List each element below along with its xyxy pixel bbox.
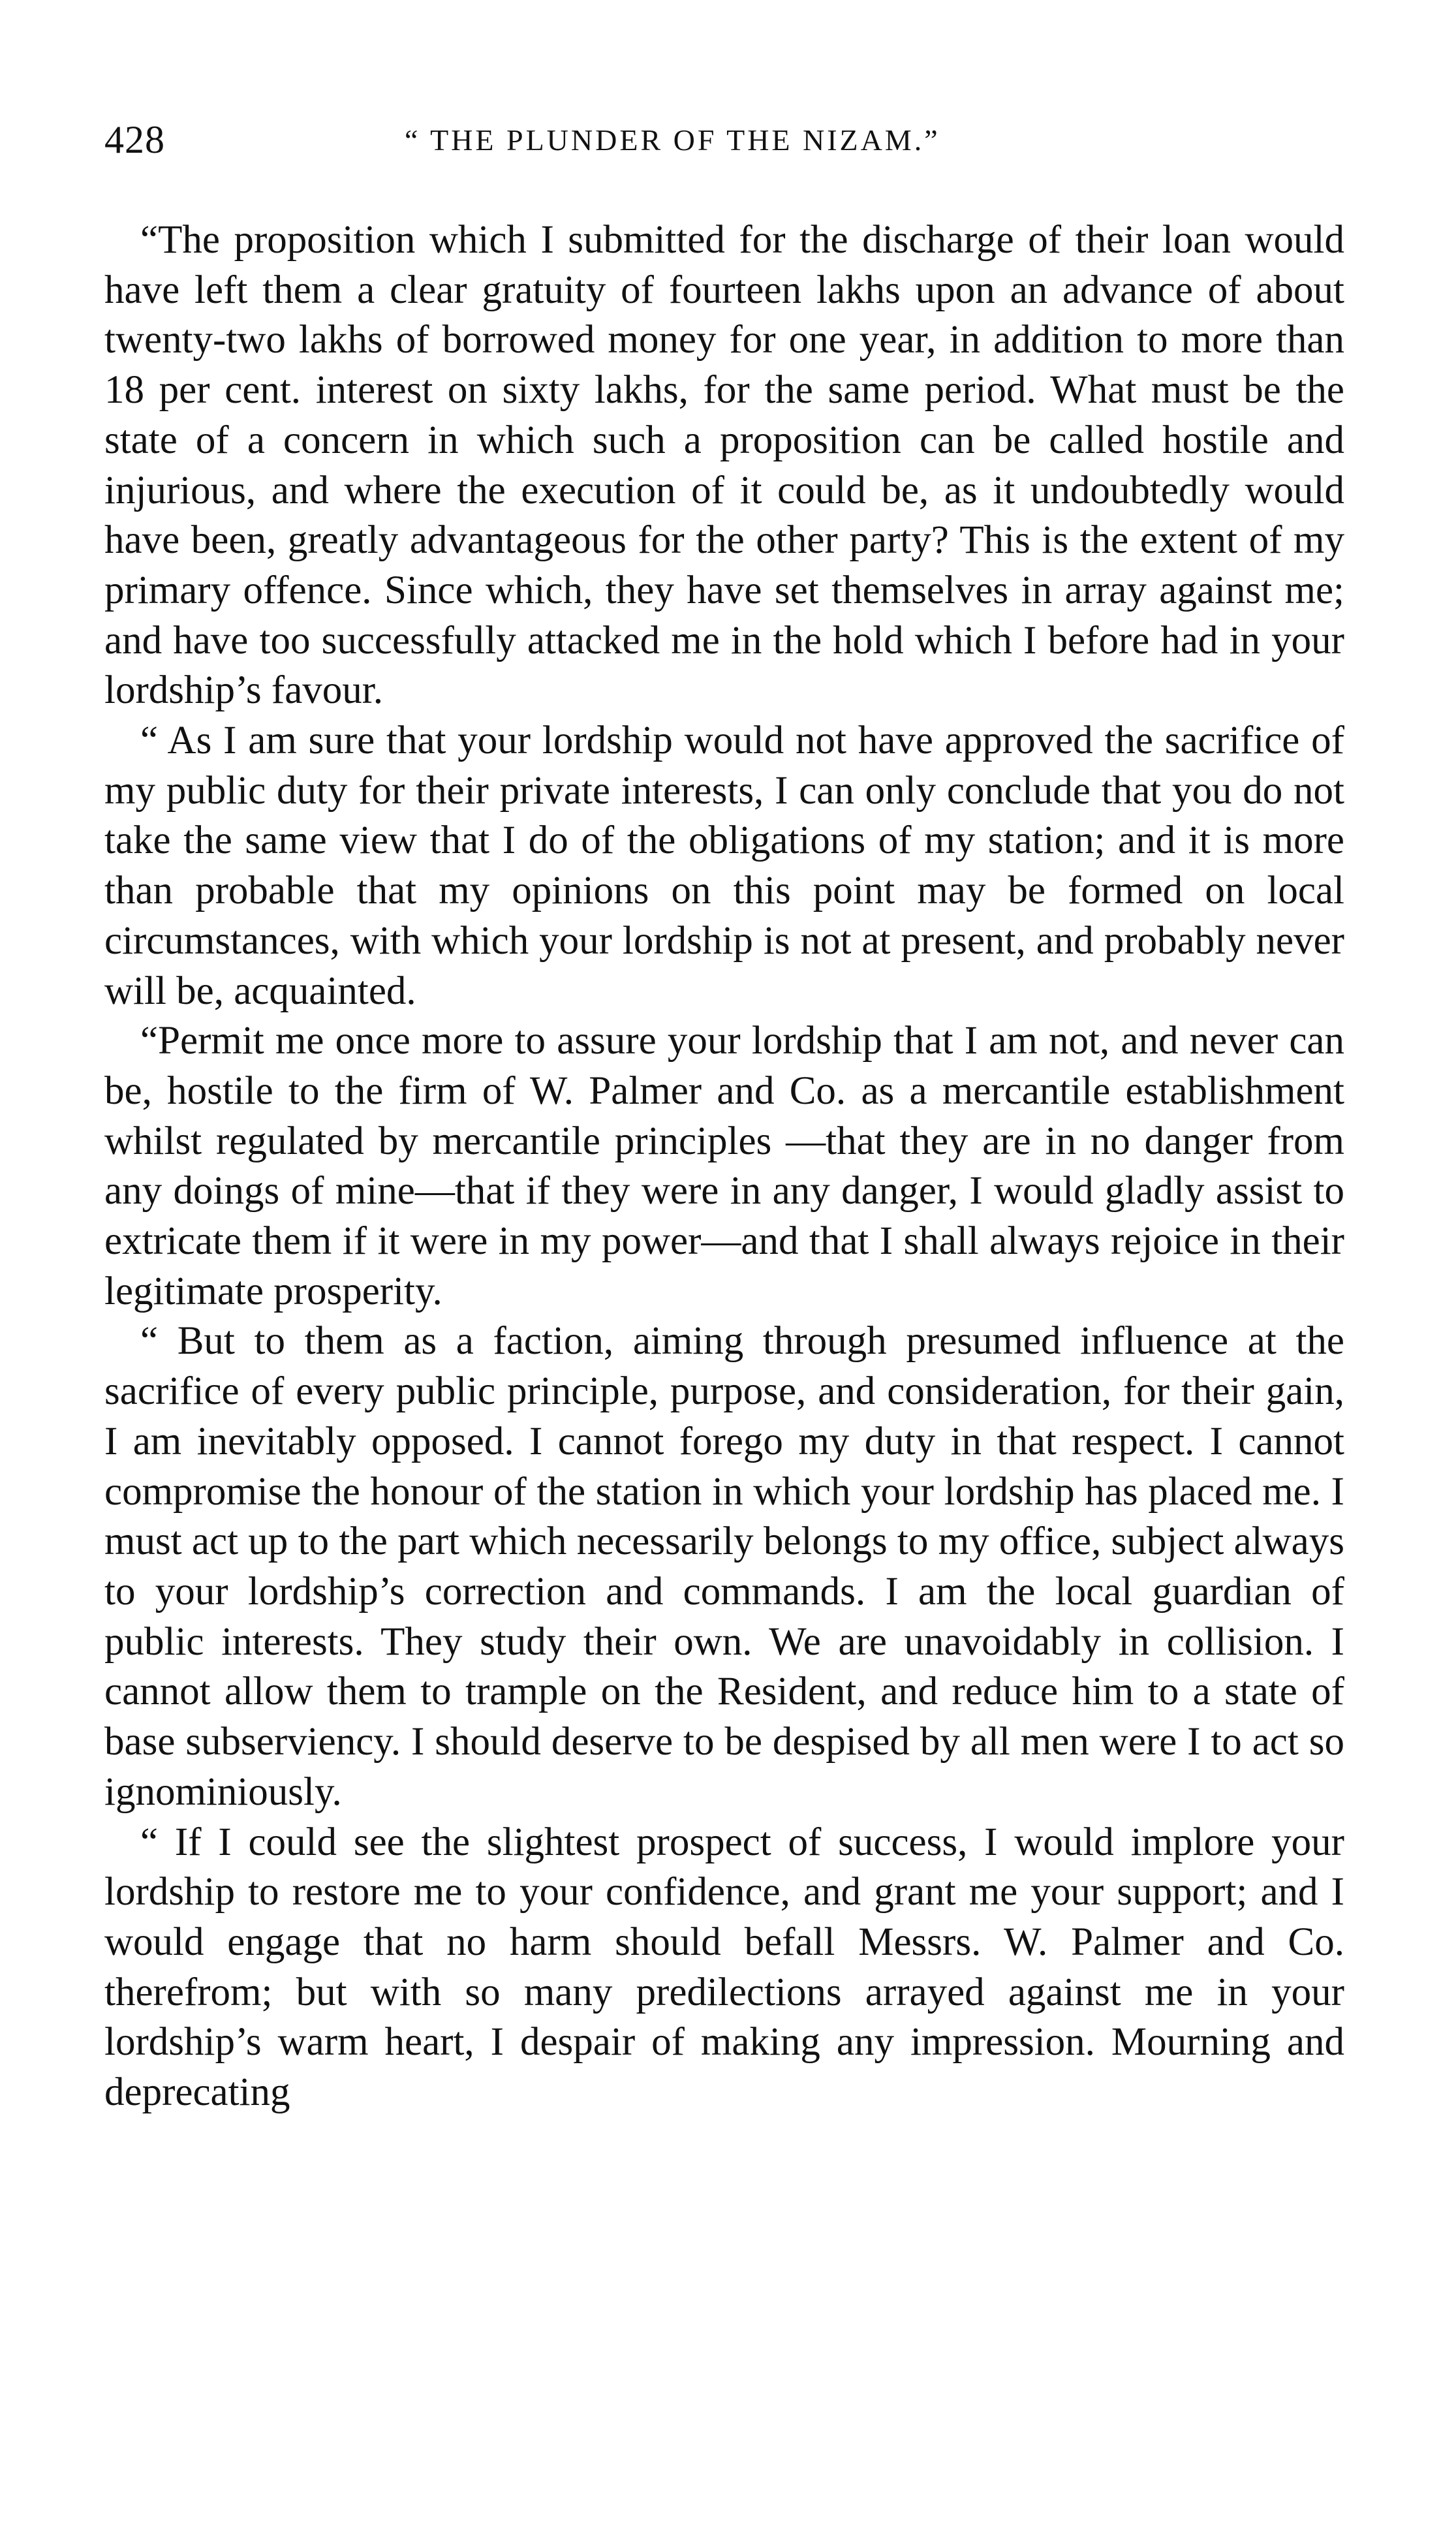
body-text	[104, 215, 1344, 2118]
running-head	[104, 117, 1344, 176]
page-number: 428	[104, 118, 165, 161]
paragraph-loan-proposition: “The proposition which I submitted for the discharge of their loan would have left them a clear gratuity of fourteen lakhs upon an advance of about twenty-two lakhs of borrowed money for one year, in addition to more than 18 per cent. interest on sixty lakhs, for the same period. What must be the state of a concern in which such a proposition can be called hostile and injurious, and where the execution of it could be, as it undoubtedly would have been, greatly advantageous for the other party? This is the extent of my primary offence. Since which, they have set themselves in array against me; and have too successfully attacked me in the hold which I before had in your lordship’s favour.	[104, 218, 1344, 713]
paragraph-prospect-of-success: “ If I could see the slightest prospect of success, I would implore your lordship to restore me to your confidence, and grant me your support; and I would engage that no harm should befall Messrs. W. Palmer and Co. therefrom; but with so many predilections arrayed against me in your lordship’s warm heart, I despair of making any impression. Mourning and deprecating	[104, 1820, 1344, 2115]
paragraph-public-duty: “ As I am sure that your lordship would not have approved the sacrifice of my public duty for their private interests, I can only conclude that you do not take the same view that I do of the obligations of my station; and it is more than probable that my opinions on this point may be formed on local circumstances, with which your lordship is not at present, and probably never will be, acquainted.	[104, 719, 1344, 1013]
paragraph-not-hostile: “Permit me once more to assure your lordship that I am not, and never can be, hostile to the firm of W. Palmer and Co. as a mercantile establishment whilst regulated by mercantile principles —that they are in no danger from any doings of mine—that if they were in any danger, I would gladly assist to extricate them if it were in my power—and that I shall always rejoice in their legitimate prosperity.	[104, 1019, 1344, 1313]
book-page	[104, 0, 1344, 2524]
paragraph-faction: “ But to them as a faction, aiming through presumed influence at the sacrifice of every public principle, purpose, and consideration, for their gain, I am inevitably opposed. I cannot forego my duty in that respect. I cannot compromise the honour of the station in which your lordship has placed me. I must act up to the part which necessarily belongs to my office, subject always to your lordship’s correction and commands. I am the local guardian of public interests. They study their own. We are unavoidably in collision. I cannot allow them to trample on the Resident, and reduce him to a state of base subserviency. I should deserve to be despised by all men were I to act so ignominiously.	[104, 1319, 1344, 1814]
running-title: “ THE PLUNDER OF THE NIZAM.”	[405, 123, 940, 157]
